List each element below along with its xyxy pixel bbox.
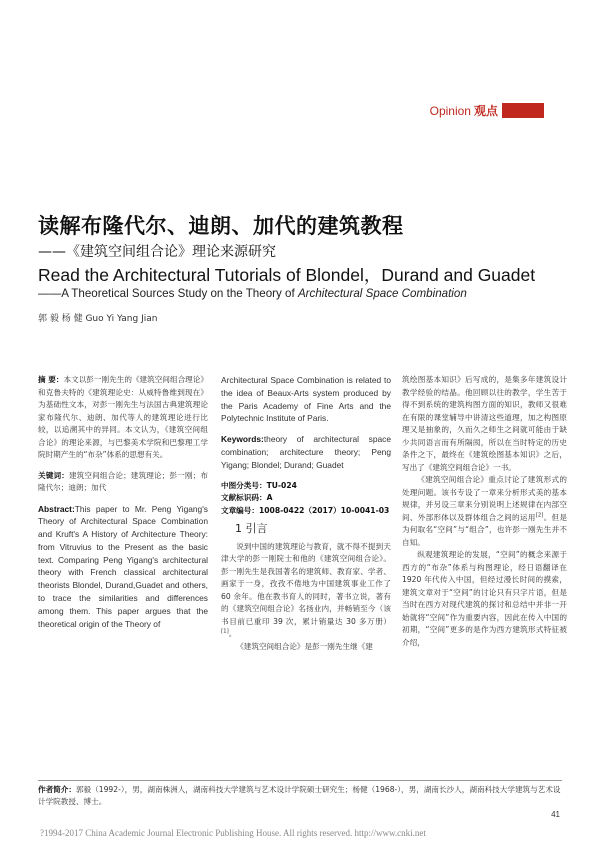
title-en: Read the Architectural Tutorials of Blondel，Durand and Guadet	[38, 265, 536, 285]
subtitle-cn: ——《建筑空间组合论》理论来源研究	[38, 244, 276, 260]
authors: 郭 毅 杨 健 Guo Yi Yang Jian	[38, 314, 158, 324]
abstract-text: 本文以彭一刚先生的《建筑空间组合理论》和克鲁夫特的《建筑理论史：从威特鲁维到现在》为基础性文本，对彭一刚先生与法国古典建筑理论家布隆代尔、迪朗、加代等人的建筑理论进行比较，以追溯其中的异同。本文认为，《建筑空间组合论》的理论来源，与巴黎美术学院和巴黎理工学院时期产生的“布杂”体系的思想有关。	[38, 375, 208, 459]
paragraph-end: 。	[228, 629, 237, 639]
clc-value: TU-024	[266, 480, 297, 490]
body-paragraph: 筑绘图基本知识》后写成的，是集多年建筑设计教学经验的结晶。他回顾以往的教学，学生苦于得不到系统的建筑构图方面的知识，教师又很难在有限的课堂辅导中讲清这些道理，加之构图原理又是抽象的，久而久之师生之间就可能由于缺少共同语言而有所隔阂，所以在当时特定的历史条件之下，最终在《建筑绘图基本知识》之后，写出了《建筑空间组合论》一书。	[402, 375, 567, 472]
section-label-en: Opinion	[429, 103, 471, 118]
abstract-label: 摘 要：	[38, 375, 64, 384]
document-code	[221, 492, 391, 505]
column-3	[402, 374, 567, 649]
keywords-text: 建筑空间组合论；建筑理论；彭一刚；布隆代尔；迪朗；加代	[38, 470, 209, 492]
abstract-en	[38, 503, 208, 631]
column-1	[38, 374, 208, 630]
paragraph-end: 。但是为何取名“空间”与“组合”，也许彭一刚先生并不自知。	[402, 512, 568, 547]
section-label-cn: 观点	[473, 104, 498, 118]
author-note-text: 郭毅（1992-），男，湖南株洲人，湖南科技大学建筑与艺术设计学院硕士研究生；杨健（1968-），男，湖南长沙人，湖南科技大学建筑与艺术设计学院教授、博士。	[38, 785, 561, 806]
title-cn: 读解布隆代尔、迪朗、加代的建筑教程	[38, 214, 404, 238]
clc-number	[221, 480, 391, 493]
author-note-label: 作者简介：	[38, 785, 76, 794]
keywords-cn	[38, 470, 208, 495]
doc-code-value: A	[266, 493, 273, 503]
body-paragraph: 《建筑空间组合论》是彭一刚先生继《建	[236, 641, 373, 651]
abstract-en-continued: Architectural Space Combination is related to the idea of Beaux-Arts system produced by the Paris Academy of Fine Arts and the Polytechnic Institute of Paris.	[221, 375, 391, 424]
keywords-en-label: Keywords:	[221, 434, 264, 445]
clc-label: 中图分类号：	[221, 480, 267, 490]
subtitle-en-prefix: ——A Theoretical Sources Study on the Theory of	[38, 287, 298, 300]
section-header	[430, 103, 544, 118]
page-number: 41	[551, 810, 560, 819]
body-paragraph: 纵观建筑理论的发展，“空间”的概念来源于西方的“布杂”体系与构图理论，经日语翻译在 1920 年代传入中国，但经过漫长时间的摸索，建筑文章对于“空间”的讨论只有只字片语，但是当时在西方对现代建筑的探讨和总结中并非一开始就将“空间”作为重要内容，因此在传入中国的初期，“空间”更多的是作为西方建筑形式特征被介绍，	[402, 550, 567, 647]
doc-code-label: 文献标识码：	[221, 493, 267, 503]
paragraph-text: 说到中国的建筑理论与教育，就不得不提到天津大学的彭一刚院士和他的《建筑空间组合论》。彭一刚先生是我国著名的建筑师、教育家、学者、画家于一身，孜孜不倦地为中国建筑事业工作了 60 余年。他在教书育人的同时，著书立说，著有的《建筑空间组合论》名扬业内，并畅销至今（该书目前已重印 39 次，累计销量达 30 多万册）	[221, 541, 391, 626]
subtitle-en-italic: Architectural Space Combination	[297, 287, 467, 300]
abstract-cn	[38, 374, 208, 462]
abstract-en-text: This paper to Mr. Peng Yigang's Theory of Architectural Space Combination and Kruft's A History of Architecture Theory: from Vitruvius to the Present as the basic text. Comparing Peng Yigang's architectural theory with French classical architectural theorists Blondel, Durand,Guadet and others, to trace the similarities and differences among them. This paper argues that the theoretical origin of the Theory of	[38, 503, 208, 629]
author-note	[38, 784, 562, 808]
body-paragraph	[402, 474, 567, 549]
keywords-en-text: theory of architectural space combination; architecture theory; Peng Yigang; Blondel; Durand; Guadet	[221, 434, 391, 470]
footnote-rule	[38, 780, 562, 781]
section-heading: 1 引言	[235, 522, 268, 536]
article-no-value: 1008-0422（2017）10-0041-03	[258, 505, 390, 515]
citation-ref: [1]	[221, 628, 229, 635]
citation-ref: [2]	[535, 511, 544, 518]
copyright-line: ?1994-2017 China Academic Journal Electronic Publishing House. All rights reserved. http://www.cnki.net	[40, 828, 426, 838]
article-number	[221, 505, 391, 518]
subtitle-en	[38, 287, 467, 300]
column-2	[221, 374, 391, 653]
keywords-label: 关键词：	[38, 470, 69, 480]
article-no-label: 文章编号：	[221, 505, 259, 515]
abstract-en-label: Abstract:	[38, 503, 75, 514]
section-accent-bar	[502, 103, 544, 118]
paragraph-text: 《建筑空间组合论》重点讨论了建筑形式的处理问题。该书专设了一章来分析形式美的基本规律，并另设三章来分别说明上述规律在内部空间、外部形体以及群体组合之间的运用	[402, 475, 567, 522]
body-paragraph	[221, 541, 391, 641]
keywords-en	[221, 433, 391, 471]
